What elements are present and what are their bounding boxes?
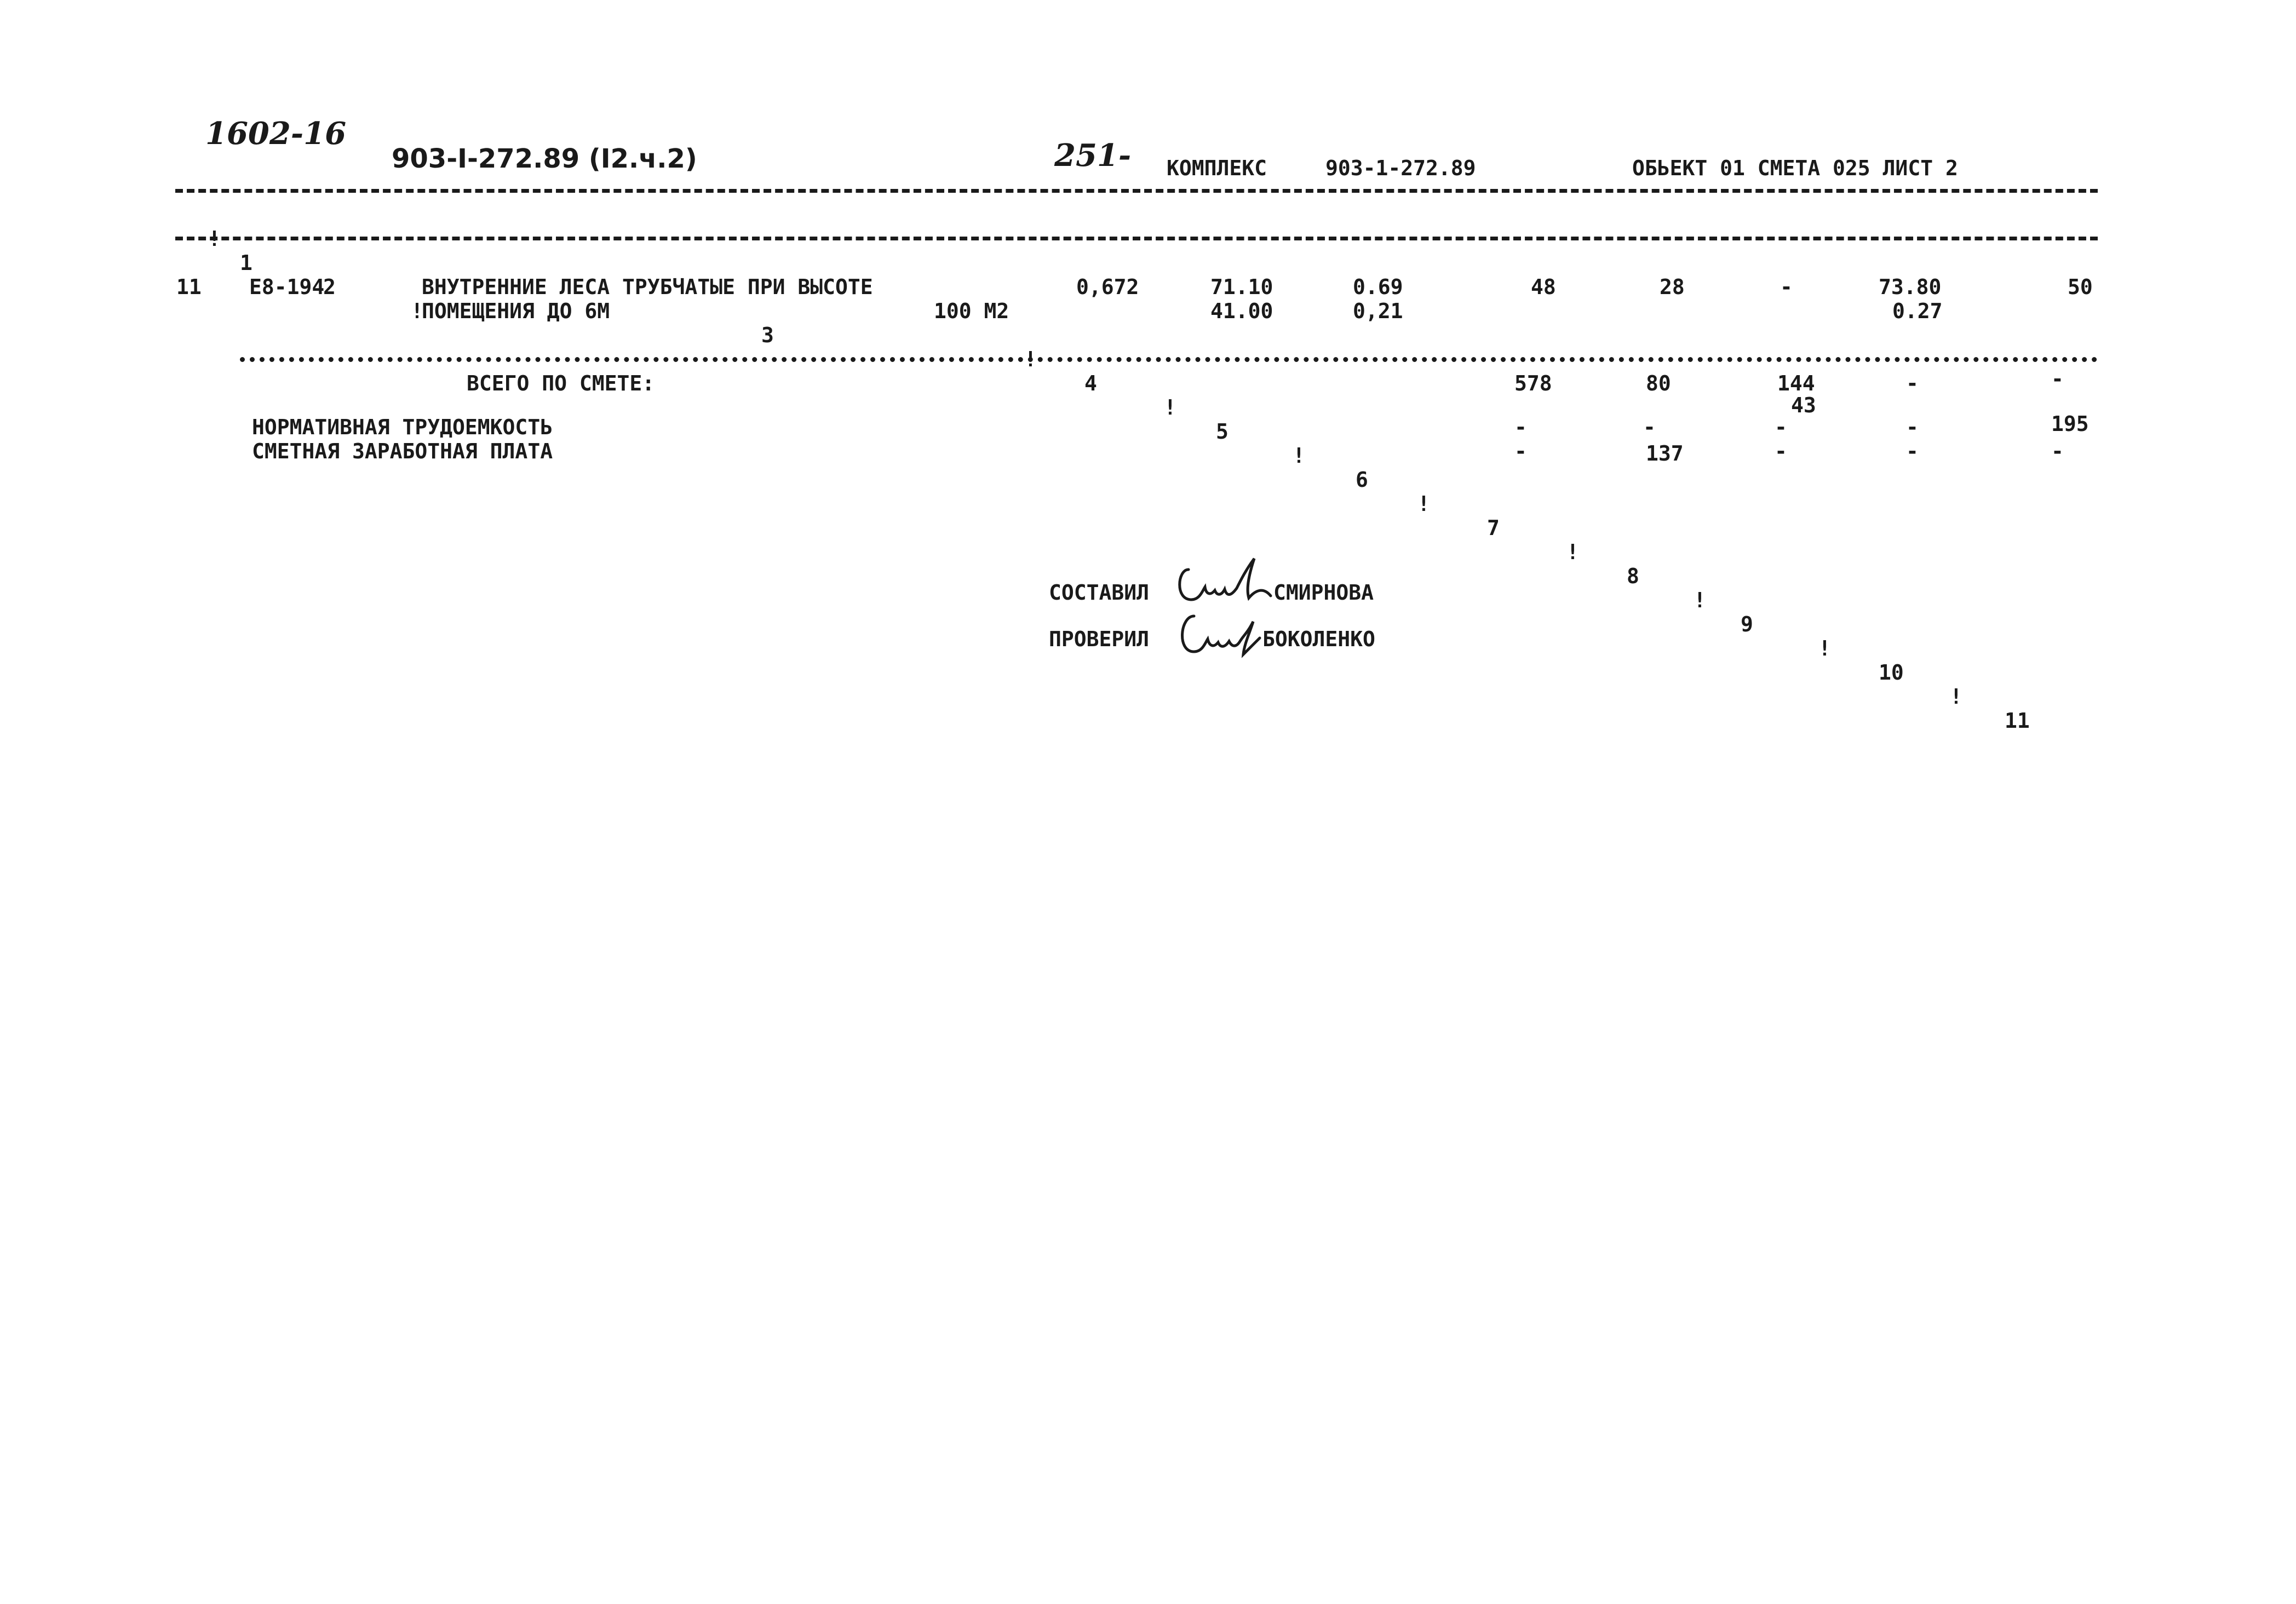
row-description-line2: ПОМЕЩЕНИЯ ДО 6М <box>422 299 610 323</box>
row-col6-top: 0.69 <box>1353 275 1403 299</box>
checked-by-name: БОКОЛЕНКО <box>1262 627 1375 651</box>
row-description-line1: ВНУТРЕННИЕ ЛЕСА ТРУБЧАТЫЕ ПРИ ВЫСОТЕ <box>422 275 873 299</box>
col-10: 10 <box>1879 660 1904 685</box>
row-col9: - <box>1780 275 1793 299</box>
row-col8: 28 <box>1660 275 1685 299</box>
col-5: 5 <box>1216 419 1229 444</box>
header-top-rule <box>175 189 2098 193</box>
col-4: 4 <box>1084 371 1097 395</box>
col-7: 7 <box>1487 516 1500 540</box>
col-1: 1 <box>240 251 252 275</box>
totals-col9-top: 144 <box>1777 371 1815 395</box>
row-col7: 48 <box>1531 275 1556 299</box>
complex-code: 903-1-272.89 <box>1325 156 1476 180</box>
totals-col10: - <box>1906 371 1919 395</box>
col-9: 9 <box>1741 612 1753 636</box>
col-sep: ! <box>1818 636 1831 660</box>
col-sep: ! <box>1950 685 1962 709</box>
compiled-by-name: СМИРНОВА <box>1273 580 1374 605</box>
col-sep: ! <box>1024 347 1037 371</box>
wage-col7: - <box>1514 439 1527 463</box>
checked-by-label: ПРОВЕРИЛ <box>1049 627 1150 651</box>
labor-label: НОРМАТИВНАЯ ТРУДОЕМКОСТЬ <box>252 415 553 439</box>
col-sep: ! <box>1293 444 1305 468</box>
labor-col7: - <box>1514 415 1527 439</box>
labor-col9: - <box>1775 415 1787 439</box>
wage-label: СМЕТНАЯ ЗАРАБОТНАЯ ПЛАТА <box>252 439 553 463</box>
totals-separator <box>240 357 2098 362</box>
col-11: 11 <box>2005 709 2030 733</box>
totals-col7: 578 <box>1514 371 1552 395</box>
row-col5-bottom: 41.00 <box>1210 299 1273 323</box>
row-col5-top: 71.10 <box>1210 275 1273 299</box>
row-code: Е8-194 <box>249 275 325 299</box>
col-sep: ! <box>208 227 221 251</box>
wage-col11: - <box>2051 439 2064 463</box>
col-sep: ! <box>1566 540 1579 564</box>
wage-col10: - <box>1906 439 1919 463</box>
col-8: 8 <box>1627 564 1639 588</box>
complex-label: КОМПЛЕКС <box>1167 156 1267 180</box>
col-sep: ! <box>1417 492 1430 516</box>
row-col10-top: 73.80 <box>1879 275 1942 299</box>
wage-col9: - <box>1775 439 1787 463</box>
row-col10-bottom: 0.27 <box>1892 299 1943 323</box>
labor-col10: - <box>1906 415 1919 439</box>
row-col6-bottom: 0,21 <box>1353 299 1403 323</box>
totals-col11: - <box>2051 367 2064 391</box>
labor-col8: - <box>1643 415 1656 439</box>
row-number: 11 <box>176 275 202 299</box>
archive-number: 1602-16 <box>205 116 347 152</box>
labor-col11: 195 <box>2051 412 2089 436</box>
object-info: ОБЬЕКТ 01 СМЕТА 025 ЛИСТ 2 <box>1632 156 1958 180</box>
header-bottom-rule <box>175 237 2098 240</box>
project-code: 903-I-272.89 (I2.ч.2) <box>392 143 697 174</box>
totals-label: ВСЕГО ПО СМЕТЕ: <box>467 371 655 395</box>
row-col4: 0,672 <box>1076 275 1139 299</box>
row-unit: 100 М2 <box>934 299 1009 323</box>
wage-col8: 137 <box>1646 441 1684 465</box>
compiled-by-label: СОСТАВИЛ <box>1049 580 1150 605</box>
col-3: 3 <box>761 323 774 347</box>
col-sep: ! <box>411 299 423 323</box>
totals-col9-bottom: 43 <box>1791 393 1816 417</box>
compiled-signature <box>1172 548 1282 608</box>
totals-col8: 80 <box>1646 371 1671 395</box>
page-number: 251- <box>1054 137 1132 174</box>
col-2: 2 <box>323 275 336 299</box>
row-col11: 50 <box>2068 275 2093 299</box>
col-sep: ! <box>1164 395 1176 419</box>
col-6: 6 <box>1356 468 1368 492</box>
col-sep: ! <box>1694 588 1706 612</box>
